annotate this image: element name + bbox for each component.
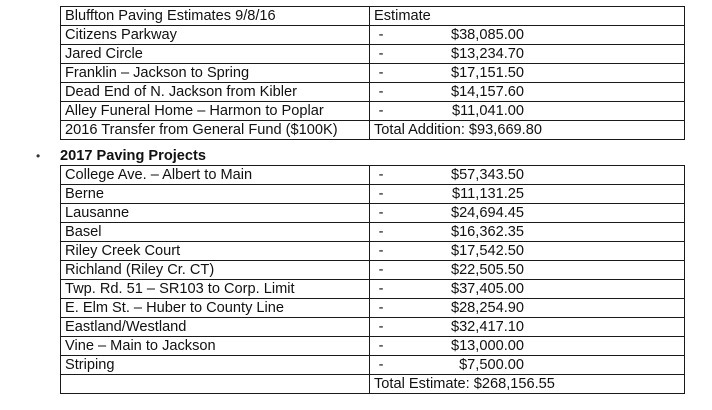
table-row (61, 26, 685, 45)
bullet-mark: • (36, 149, 41, 163)
table-title-cell: Bluffton Paving Estimates 9/8/16 (61, 7, 370, 26)
table-row (61, 45, 685, 64)
dash-mark: - (378, 27, 384, 43)
project-name: Striping (61, 356, 370, 375)
estimate-amount: $57,343.50 (450, 167, 524, 183)
estimate-amount: $11,131.25 (452, 186, 524, 202)
dash-mark: - (378, 84, 384, 100)
table-row (61, 299, 685, 318)
section-title-2017: 2017 Paving Projects (60, 148, 207, 164)
dash-mark: - (378, 281, 384, 297)
dash-mark: - (378, 300, 384, 316)
table-row (61, 261, 685, 280)
project-name: Alley Funeral Home – Harmon to Poplar (61, 102, 370, 121)
project-name: Eastland/Westland (61, 318, 370, 337)
estimate-amount: $17,151.50 (450, 65, 524, 81)
estimate-cell (370, 242, 685, 261)
project-name: Jared Circle (61, 45, 370, 64)
table-row (61, 204, 685, 223)
dash-mark: - (378, 186, 384, 202)
project-name: Citizens Parkway (61, 26, 370, 45)
table-row (61, 280, 685, 299)
estimate-cell (370, 166, 685, 185)
estimate-amount: $13,234.70 (450, 46, 524, 62)
estimate-amount: $32,417.10 (450, 319, 524, 335)
estimate-amount: $14,157.60 (450, 84, 524, 100)
estimate-cell (370, 45, 685, 64)
dash-mark: - (378, 224, 384, 240)
dash-mark: - (378, 103, 384, 119)
table-total-row (61, 121, 685, 140)
transfer-label: 2016 Transfer from General Fund ($100K) (61, 121, 370, 140)
estimate-amount: $16,362.35 (450, 224, 524, 240)
estimate-amount: $11,041.00 (452, 103, 524, 119)
dash-mark: - (378, 319, 384, 335)
total-estimate: Total Estimate: $268,156.55 (370, 375, 685, 394)
estimate-amount: $38,085.00 (450, 27, 524, 43)
estimate-cell (370, 26, 685, 45)
table-header-row (61, 7, 685, 26)
estimate-cell (370, 299, 685, 318)
estimate-amount: $17,542.50 (450, 243, 524, 259)
table-row (61, 185, 685, 204)
table-row (61, 166, 685, 185)
table-row (61, 83, 685, 102)
estimate-amount: $37,405.00 (450, 281, 524, 297)
estimate-cell (370, 102, 685, 121)
estimate-header-cell: Estimate (370, 7, 685, 26)
estimate-cell (370, 337, 685, 356)
total-addition: Total Addition: $93,669.80 (370, 121, 685, 140)
table-row (61, 318, 685, 337)
project-name: College Ave. – Albert to Main (61, 166, 370, 185)
estimates-2016-table (60, 6, 685, 140)
dash-mark: - (378, 357, 384, 373)
dash-mark: - (378, 243, 384, 259)
estimate-cell (370, 83, 685, 102)
table-total-row (61, 375, 685, 394)
project-name: Basel (61, 223, 370, 242)
dash-mark: - (378, 262, 384, 278)
estimate-cell (370, 185, 685, 204)
table-row (61, 337, 685, 356)
project-name: Richland (Riley Cr. CT) (61, 261, 370, 280)
project-name: Berne (61, 185, 370, 204)
table-row (61, 102, 685, 121)
project-name: Lausanne (61, 204, 370, 223)
table-row (61, 242, 685, 261)
project-name: Vine – Main to Jackson (61, 337, 370, 356)
dash-mark: - (378, 338, 384, 354)
estimate-cell (370, 280, 685, 299)
projects-2017-table (60, 165, 685, 394)
project-name: E. Elm St. – Huber to County Line (61, 299, 370, 318)
estimate-cell (370, 261, 685, 280)
table-row (61, 223, 685, 242)
dash-mark: - (378, 205, 384, 221)
estimate-amount: $7,500.00 (459, 357, 524, 373)
estimate-amount: $28,254.90 (450, 300, 524, 316)
project-name: Franklin – Jackson to Spring (61, 64, 370, 83)
total-blank-cell (61, 375, 370, 394)
cut-off-heading (150, 0, 390, 3)
dash-mark: - (378, 46, 384, 62)
estimate-amount: $22,505.50 (450, 262, 524, 278)
estimate-cell (370, 356, 685, 375)
estimate-cell (370, 64, 685, 83)
estimate-cell (370, 223, 685, 242)
estimate-cell (370, 318, 685, 337)
table-row (61, 356, 685, 375)
project-name: Dead End of N. Jackson from Kibler (61, 83, 370, 102)
estimate-amount: $13,000.00 (450, 338, 524, 354)
estimate-cell (370, 204, 685, 223)
dash-mark: - (378, 65, 384, 81)
project-name: Twp. Rd. 51 – SR103 to Corp. Limit (61, 280, 370, 299)
project-name: Riley Creek Court (61, 242, 370, 261)
table-row (61, 64, 685, 83)
dash-mark: - (378, 167, 384, 183)
estimate-amount: $24,694.45 (450, 205, 524, 221)
